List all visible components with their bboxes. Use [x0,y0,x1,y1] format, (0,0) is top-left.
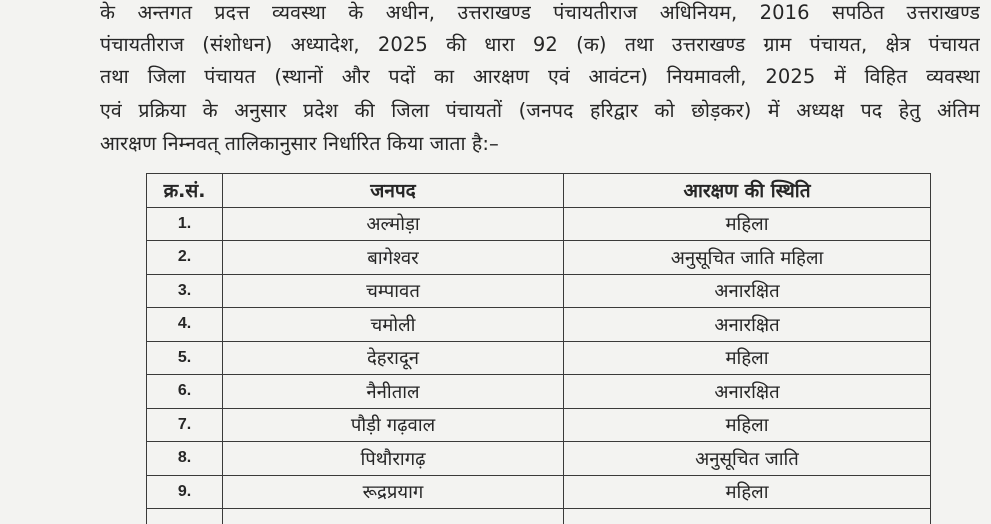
district-name: नैनीताल [223,375,564,409]
header-serial-number: क्र.सं. [147,174,223,208]
table-row [147,308,931,342]
serial-number: 9. [147,475,223,509]
header-district: जनपद [223,174,564,208]
serial-number: 6. [147,375,223,409]
serial-number: 1. [147,207,223,241]
header-reservation-status: आरक्षण की स्थिति [564,174,931,208]
reservation-status [564,509,931,524]
serial-number: 5. [147,341,223,375]
district-name: पिथौरागढ़ [223,442,564,476]
district-name: चम्पावत [223,274,564,308]
table-row [147,274,931,308]
serial-number: 4. [147,308,223,342]
table-row [147,475,931,509]
table-row [147,375,931,409]
district-name: बागेश्वर [223,241,564,275]
paragraph-line: एवं प्रक्रिया के अनुसार प्रदेश की जिला पंचायतों (जनपद हरिद्वार को छोड़कर) में अध्यक्ष पद हेतु अंतिम [100,99,980,122]
table-row [147,442,931,476]
table-row [147,408,931,442]
reservation-table-container [146,173,931,524]
table-row [147,241,931,275]
table-row [147,509,931,524]
serial-number: 7. [147,408,223,442]
table-row [147,207,931,241]
reservation-status: महिला [564,408,931,442]
reservation-status: महिला [564,475,931,509]
serial-number: 2. [147,241,223,275]
table-header-row [147,174,931,208]
reservation-status: महिला [564,207,931,241]
table-row [147,341,931,375]
serial-number: 3. [147,274,223,308]
paragraph-line: आरक्षण निम्नवत् तालिकानुसार निर्धारित किया जाता है:– [100,132,499,155]
district-name: देहरादून [223,341,564,375]
paragraph-line: पंचायतीराज (संशोधन) अध्यादेश, 2025 की धारा 92 (क) तथा उत्तराखण्ड ग्राम पंचायत, क्षेत्र पंचायत [100,33,980,56]
district-name [223,509,564,524]
reservation-status: अनुसूचित जाति महिला [564,241,931,275]
district-name: चमोली [223,308,564,342]
reservation-status: अनारक्षित [564,375,931,409]
district-name: रूद्रप्रयाग [223,475,564,509]
paragraph-line: तथा जिला पंचायत (स्थानों और पदों का आरक्षण एवं आवंटन) नियमावली, 2025 में विहित व्यवस्था [100,65,980,88]
serial-number [147,509,223,524]
reservation-status: अनुसूचित जाति [564,442,931,476]
reservation-table [146,173,931,524]
reservation-status: महिला [564,341,931,375]
district-name: अल्मोड़ा [223,207,564,241]
reservation-status: अनारक्षित [564,274,931,308]
district-name: पौड़ी गढ़वाल [223,408,564,442]
reservation-status: अनारक्षित [564,308,931,342]
paragraph-line: के अन्तगत प्रदत्त व्यवस्था के अधीन, उत्तराखण्ड पंचायतीराज अधिनियम, 2016 सपठित उत्तराखण्ड [100,1,980,24]
serial-number: 8. [147,442,223,476]
